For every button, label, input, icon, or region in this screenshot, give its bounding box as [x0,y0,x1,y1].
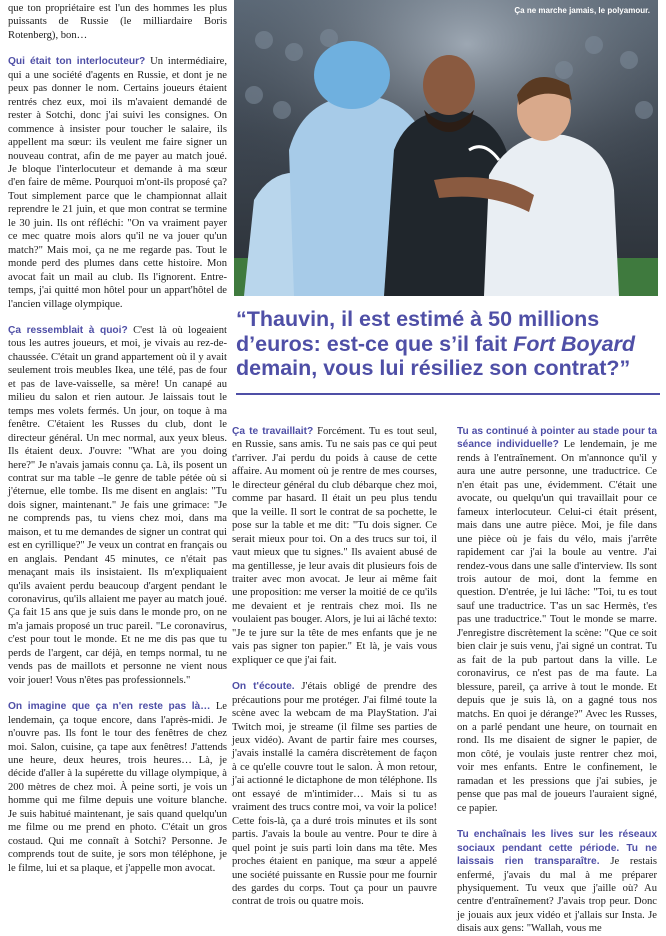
interview-question: Ça te travaillait? [232,426,314,437]
photo-caption: Ça ne marche jamais, le polyamour. [514,6,650,15]
pull-quote-emphasis: Fort Boyard [513,331,636,356]
qa-block-3 [8,700,227,875]
article-column-3 [457,425,657,936]
interview-question: Tu as continué à pointer au stade pour ta séance individuelle? [457,426,657,451]
qa-block-5 [232,680,437,909]
interview-answer: Le lendemain, je me rends à l'entraînement. On m'annonce qu'il y aura une autre personne, une traductrice. Ce n'en était pas une, évidemment. C'était une avocate, ou quelqu'un qui travaillait pour ce fameux interlocuteur. Celui-ci était présent, mais dans une autre pièce. Moi, je file dans une pièce où je fais du vélo, mais j'arrête rapidement car j'ai la boule au ventre. J'ai rendez-vous dans une salle d'interview. Ils sont trois autour de moi, dont la femme en question. D'entrée, je lui lâche: "Toi, tu es tout sauf une traductrice. T'as un sac Hermès, t'es pas une traductrice." Tout le monde se marre. J'enregistre discrètement la scène: "Que ce soit bien clair je suis venu, j'ai signé un contrat. Tu as fait de la pub partout dans la ville. Le coronavirus, ce n'est pas de ma faute. La blessure, pareil, ça arrive à tout le monde. Et depuis que je suis là, on a gagné tous nos matchs. En quoi je dérange?" Avec les Russes, on a parlé pendant une heure, on tournait en rond. Ils me disaient de signer le papier, de mon côté, je voulais juste rentrer chez moi, voir mes enfants. Entre le confinement, le ramadan et les pressions que j'ai subies, je pense que pas mal de joueurs l'auraient signé, ce papier. [457,439,657,814]
interview-answer: Je restais enfermé, j'avais du mal à me préparer physiquement. Tu veux que j'aille où? Au centre d'entraînement? J'avais trop peur. Donc je jouais aux jeux vidéo et j'allais sur Insta. Je disais aux gens: "Wallah, vous me [457,856,657,935]
interview-answer: Un intermédiaire, qui a une société d'agents en Russie, et dont je ne peux pas donner le nom. Certains joueurs étaient rentrés chez eux, moi ils m'avaient demandé de rester à Sotchi, donc j'ai suivi les consignes. On commence à insister pour toucher le salaire, ils appellent ma sœur: ils veulent me faire signer un nouveau contrat, afin de me payer au match joué. Je bloque l'interlocuteur et demande à ma sœur d'en faire de même. Pourquoi m'ont-ils proposé ça? Tout simplement parce que le championnat allait reprendre le 21 juin, et que mon contrat se termine le 30 juin. Ils ont réfléchi: "On va vraiment payer ce mec quatre mois alors qu'il ne va jouer qu'un match?" Mais moi, ça ne me regarde pas. Tout le monde perd des plumes dans cette histoire. Mon avocat fait un mail au club. Ils l'ignorent. Entre-temps, j'ai quitté mon hôtel pour un appart'hôtel de l'ancien village olympique. [8,56,227,310]
qa-block-1 [8,55,227,311]
interview-answer: J'étais obligé de prendre des précautions pour me protéger. J'ai filmé toute la scène avec la webcam de ma PlayStation. J'ai Twitch moi, je streame (il filme ses parties de jeux vidéo). Avant de partir faire mes courses, j'avais installé la caméra discrètement de façon à ce qu'elle couvre tout le salon. À mon retour, j'ai actionné le dictaphone de mon téléphone. Ils ont essayé de m'intimider… Mais si tu as vraiment des trucs contre moi, va voir la police! Cette fois-là, ça a duré trois minutes et ils sont partis. J'avais la boule au ventre. Pour te dire à quel point je suis parti loin dans ma tête. Mes proches étaient en panique, ma sœur a appelé une société puissante en Russie pour me fournir des gardes du corps. Tout ça pour un pauvre contrat de trois ou quatre mois. [232,681,437,908]
qa-block-4 [232,425,437,667]
pull-quote [236,307,660,381]
qa-block-6 [457,425,657,815]
pull-quote-divider [236,393,660,395]
interview-answer: C'est là où logeaient tous les autres joueurs, et moi, je vivais au rez-de-chaussée. C'était un grand appartement où il y avait seulement trois meubles Ikea, une télé, pas de four et pas de lave-vaisselle, sa mère! Un canapé au milieu du salon et rien autour. Je laissais tout le temps mes volets fermés. Un jour, on toque à ma fenêtre. C'étaient les Russes du club, dont le directeur général. Un mec normal, aux yeux bleus. Ils étaient deux. J'ouvre: "What are you doing here?" Je n'avais jamais connu ça. Là, ils posent un contrat sur ma table –le genre de table pétée où si j'éternue, elle tombe. Ils me disent en anglais: "Tu dois signer, maintenant." Je fais une grimace: "Je ne comprends pas, tu viens chez moi, dans ma maison, et tu me demandes de signer un contrat qui est en cyrillique?" Je veux un contrat en français ou en anglais. Pendant 45 minutes, ce n'était pas menaçant mais ils insistaient. Ils m'expliquaient qu'ils avaient perdu beaucoup d'argent pendant le coronavirus, qu'ils allaient me payer au match joué. Ça fait 15 ans que je suis dans le monde pro, on ne m'a jamais proposé un truc pareil. "Le coronavirus, c'est pour tout le monde. Et ne me dis pas que tu perds de l'argent, car déjà, en temps normal, tu ne vends pas de maillots et personne ne vient nous voir jouer! Vous n'êtes pas professionnels." [8,324,227,686]
article-photo [234,0,658,296]
qa-block-7 [457,828,657,936]
article-column-1 [8,2,227,875]
photo-illustration [234,0,658,296]
interview-answer: Forcément. Tu es tout seul, en Russie, sans amis. Tu ne sais pas ce qui peut t'arriver. J'ai perdu du poids à cause de cette affaire. Au moment où je rentre de mes courses, le directeur général du club débarque chez moi, comme par hasard. Il était un peu plus tendu que la veille. Il sort le contrat de sa pochette, le pose sur la table et me dit: "Tu dois signer. Ce serait mieux pour toi. On a des trucs sur toi, il vaut mieux que tu signes." Ils avaient abusé de ma gentillesse, je leur avais dit plusieurs fois de traiter avec mon avocat. Je leur ai même fait une proposition: me verser la moitié de ce qu'ils me devaient et je rentrais chez moi. Ils ne voulaient pas bouger. Alors, je lui ai lâché texto: "Je te jure sur la tête de mes enfants que je ne vais pas signer ton papier." Et là, je vais vous expliquer ce que j'ai fait. [232,426,437,666]
interview-question: Ça ressemblait à quoi? [8,324,128,336]
qa-block-2 [8,324,227,687]
interview-question: Qui était ton interlocuteur? [8,56,146,68]
intro-paragraph: que ton propriétaire est l'un des hommes les plus puissants de Russie (le milliardaire Boris Rotenberg), bon… [8,3,227,41]
interview-question: On imagine que ça n'en reste pas là… [8,701,211,713]
pull-quote-text: “Thauvin, il est estimé à 50 millions d’euros: est-ce que s’il fait [236,307,600,356]
article-column-2 [232,425,437,909]
interview-question: Tu enchaînais les lives sur les réseaux sociaux pendant cette période. Tu ne laissais rien transparaître. [457,829,657,868]
pull-quote-text-end: demain, vous lui résiliez son contrat?” [236,356,631,380]
interview-answer: Le lendemain, ça toque encore, dans l'après-midi. Je n'ouvre pas. Ils font le tour des fenêtres de chez moi. Salon, cuisine, ça tape aux fenêtres! J'attends une heure, deux heures, trois heures… Là, je décide d'aller à la supérette du village olympique, à 200 mètres de chez moi. À peine sorti, je vois un homme qui me filme depuis une voiture blanche. Je suis habitué maintenant, je sais quand quelqu'un me filme ou me prend en photo. C'était un gros costaud. Qui me connaît à Sotchi? Personne. Je comprends tout de suite, je sors mon téléphone, je le filme, lui et sa plaque, et j'appelle mon avocat. [8,701,227,874]
interview-question: On t'écoute. [232,681,295,693]
